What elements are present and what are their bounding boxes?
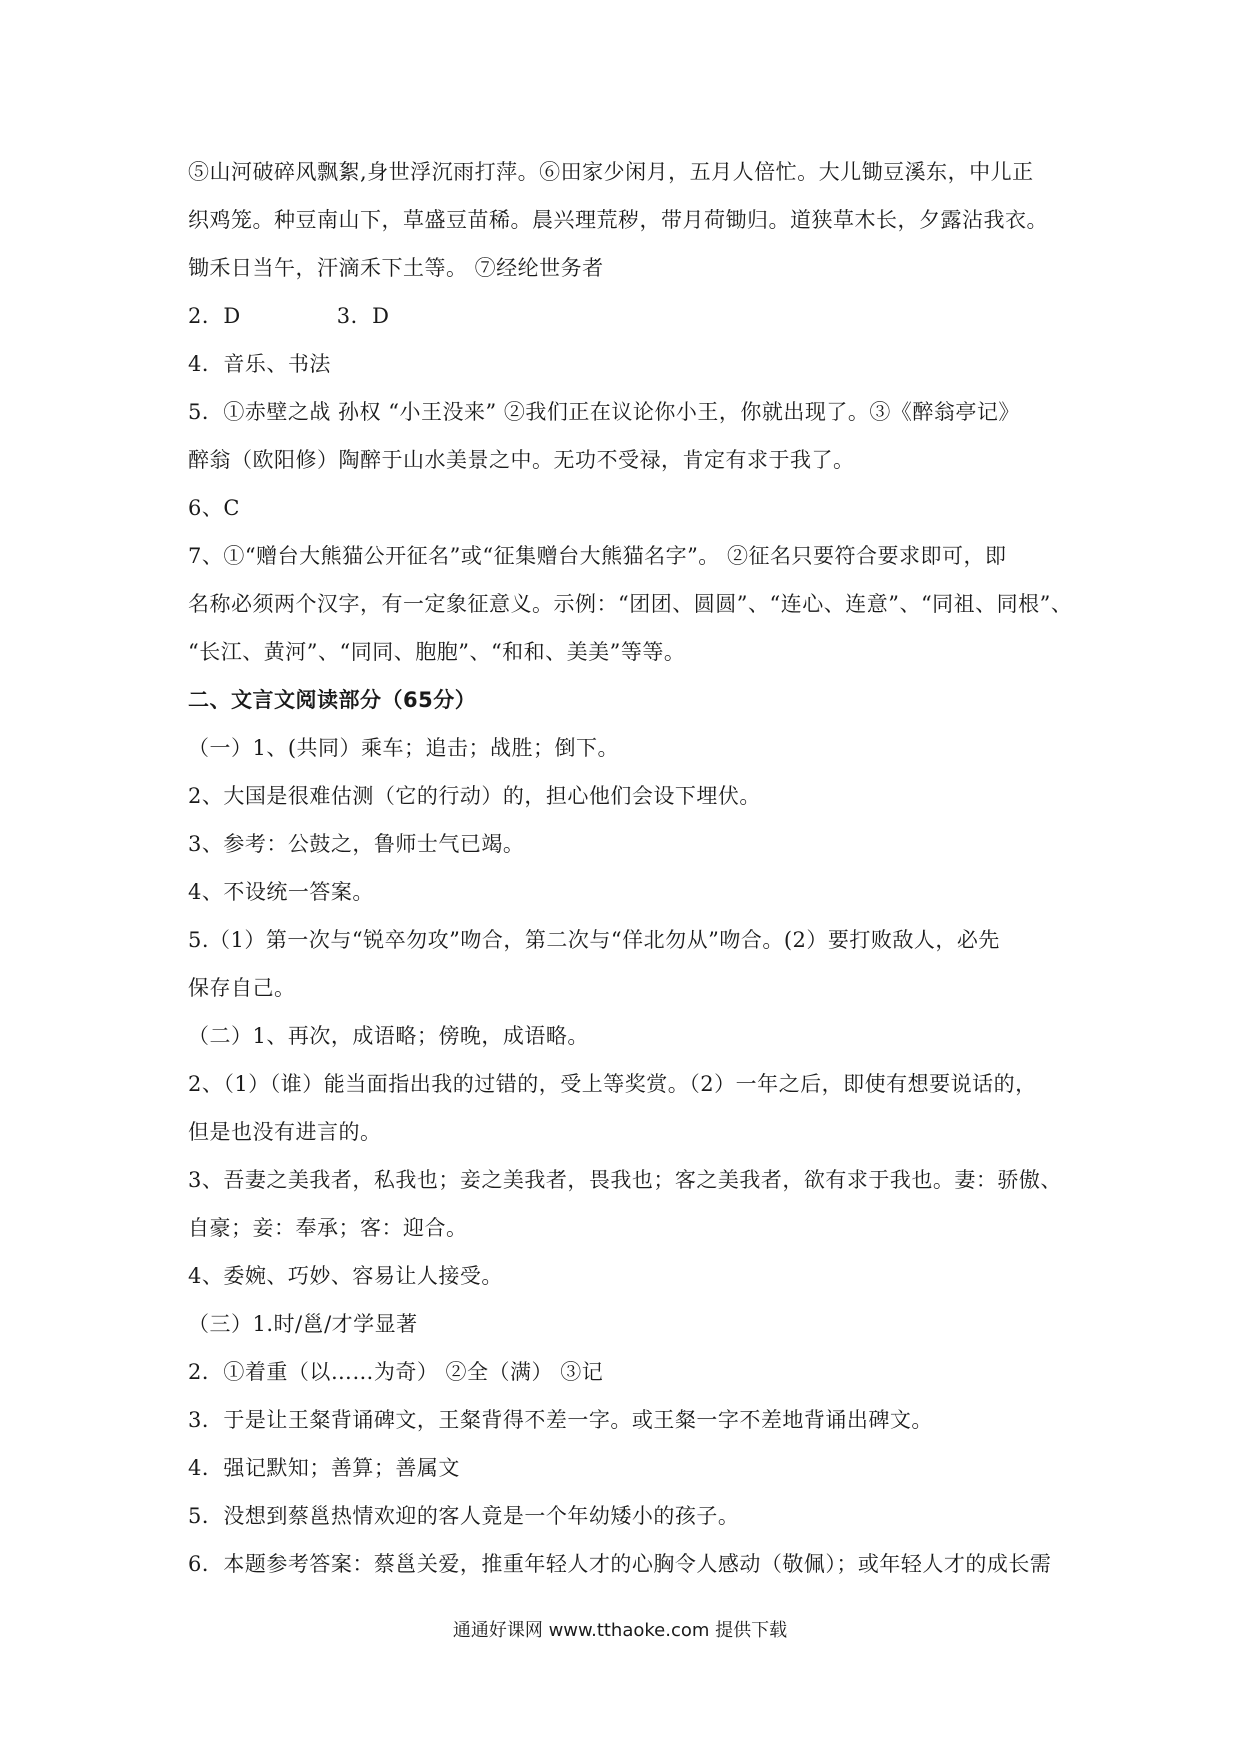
text-line: （二）1、再次，成语略；傍晚，成语略。: [188, 1024, 589, 1048]
answer-3: 3．D: [336, 304, 390, 328]
text-line: 自豪；妾：奉承；客：迎合。: [188, 1216, 468, 1240]
text-line: 名称必须两个汉字，有一定象征意义。示例：“团团、圆圆”、“连心、连意”、“同祖、同根”、: [188, 592, 1073, 616]
text-line: 6、C: [188, 496, 240, 520]
text-line: 醉翁（欧阳修）陶醉于山水美景之中。无功不受禄，肯定有求于我了。: [188, 448, 855, 472]
text-line: 4．音乐、书法: [188, 352, 331, 376]
text-line: 保存自己。: [188, 976, 296, 1000]
text-line: 锄禾日当午，汗滴禾下土等。 ⑦经纶世务者: [188, 256, 604, 280]
answer-2: 2．D: [188, 304, 241, 328]
text-line: 5．没想到蔡邕热情欢迎的客人竟是一个年幼矮小的孩子。: [188, 1504, 740, 1528]
page-footer: 通通好课网 www.tthaoke.com 提供下载: [452, 1620, 788, 1641]
text-line: 3、吾妻之美我者，私我也；妾之美我者，畏我也；客之美我者，欲有求于我也。妻：骄傲、: [188, 1168, 1062, 1192]
document-body: [188, 148, 1073, 1588]
text-line: 4、委婉、巧妙、容易让人接受。: [188, 1264, 503, 1288]
text-line: 织鸡笼。种豆南山下，草盛豆苗稀。晨兴理荒秽，带月荷锄归。道狭草木长，夕露沾我衣。: [188, 208, 1048, 232]
text-line: 2、大国是很难估测（它的行动）的，担心他们会设下埋伏。: [188, 784, 761, 808]
answer-line-2-3: [188, 292, 1068, 340]
text-line: 2、（1）（谁）能当面指出我的过错的，受上等奖赏。（2）一年之后，即使有想要说话的，: [188, 1072, 1037, 1096]
text-line: ⑤山河破碎风飘絮,身世浮沉雨打萍。⑥田家少闲月，五月人倍忙。大儿锄豆溪东，中儿正: [188, 160, 1034, 184]
text-line: （三）1.时/邕/才学显著: [188, 1312, 418, 1336]
text-line: 4．强记默知；善算；善属文: [188, 1456, 460, 1480]
section-heading: 二、文言文阅读部分（65分）: [188, 688, 477, 712]
text-line: “长江、黄河”、“同同、胞胞”、“和和、美美”等等。: [188, 640, 686, 664]
text-line: 5．①赤壁之战 孙权 “小王没来” ②我们正在议论你小王，你就出现了。③《醉翁亭记》: [188, 400, 1020, 424]
text-line: 但是也没有进言的。: [188, 1120, 382, 1144]
text-line: 3．于是让王粲背诵碑文，王粲背得不差一字。或王粲一字不差地背诵出碑文。: [188, 1408, 933, 1432]
text-line: （一）1、(共同）乘车；追击；战胜；倒下。: [188, 736, 620, 760]
text-line: 2．①着重（以……为奇） ②全（满） ③记: [188, 1360, 604, 1384]
text-line: 5.（1）第一次与“锐卒勿攻”吻合，第二次与“佯北勿从”吻合。(2）要打败敌人，必先: [188, 928, 1000, 952]
text-line: 3、参考：公鼓之，鲁师士气已竭。: [188, 832, 525, 856]
text-line: 7、①“赠台大熊猫公开征名”或“征集赠台大熊猫名字”。 ②征名只要符合要求即可，即: [188, 544, 1007, 568]
text-line: 6．本题参考答案：蔡邕关爱，推重年轻人才的心胸令人感动（敬佩）；或年轻人才的成长需: [188, 1552, 1052, 1576]
text-line: 4、不设统一答案。: [188, 880, 374, 904]
